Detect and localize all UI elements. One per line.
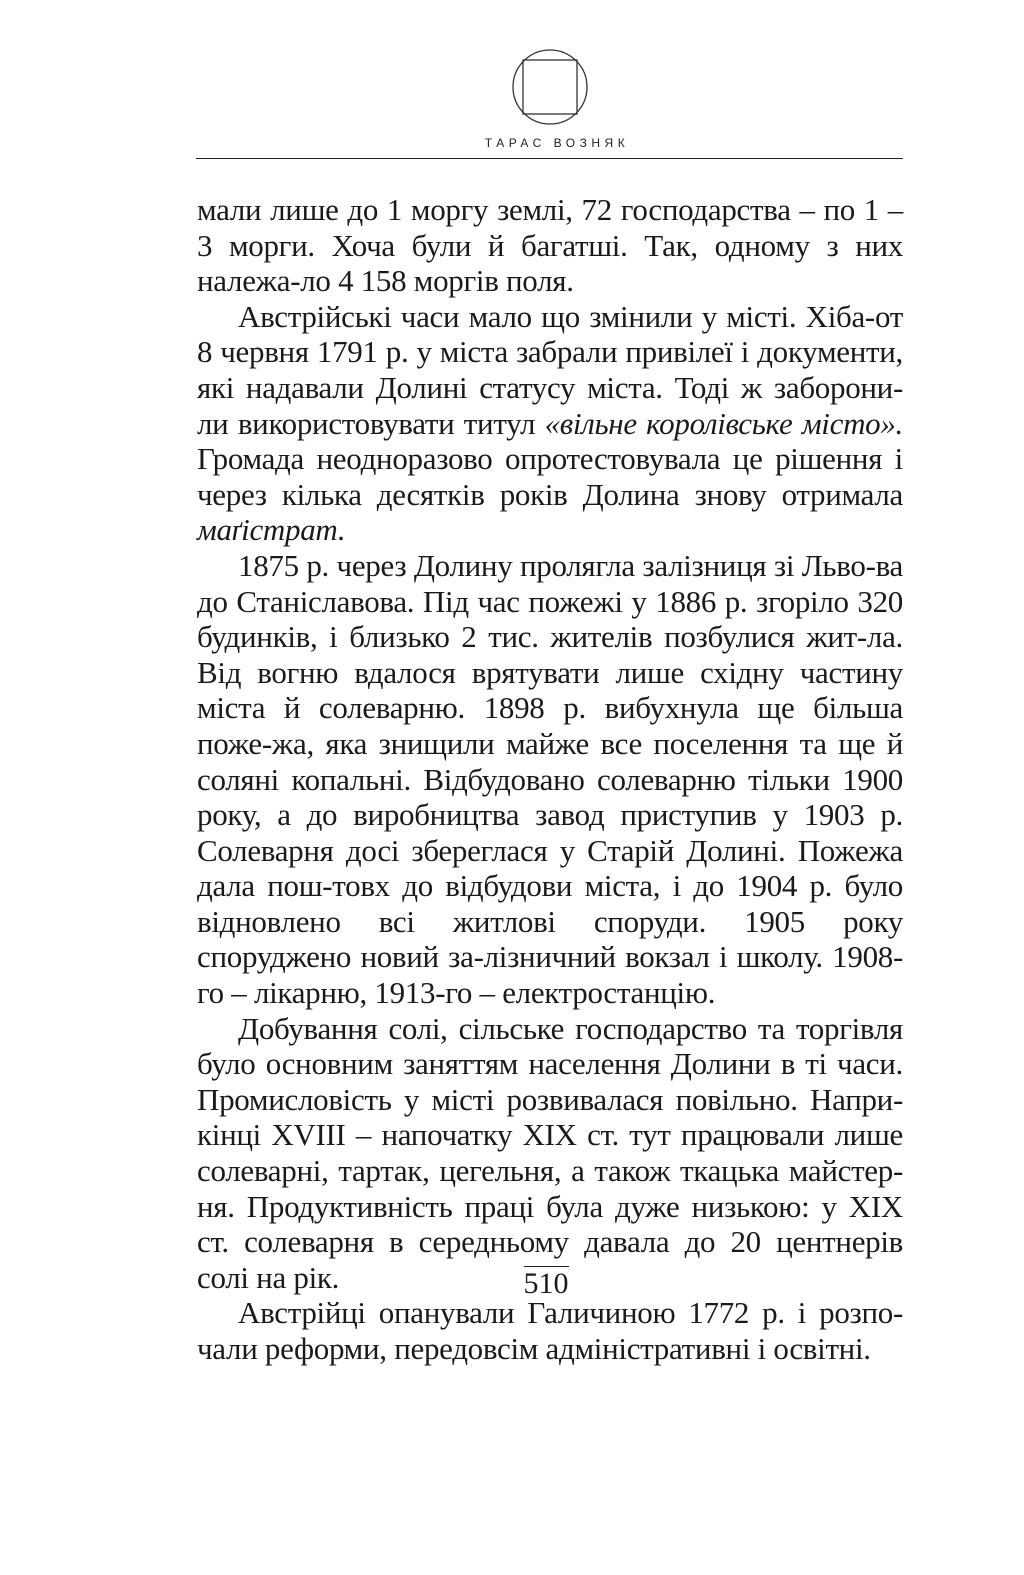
paragraph-4: Добування солі, сільське господарство та торгівля було основним заняттям населення Долини в ті часи. Промисловість у місті розвивалася повільно. Напри-кінці XVIII – напочатку XIX ст. тут працювали лише солеварні, тартак, цегельня, а також ткацька майстер-ня. Продуктивність праці була дуже низькою: у XIX ст. солеварня в середньому давала до 20 центнерів солі на рік. xyxy=(197,1010,903,1295)
paragraph-2 xyxy=(197,299,903,548)
page-number xyxy=(0,1266,1024,1301)
running-head: ТАРАС ВОЗНЯК xyxy=(484,136,630,150)
page-number-label: 510 xyxy=(523,1267,569,1300)
paragraph-1: мали лише до 1 моргу землі, 72 господарства – по 1 – 3 морги. Хоча були й багатші. Так, одному з них належа-ло 4 158 моргів поля. xyxy=(197,192,903,299)
body-text xyxy=(197,192,903,1367)
paragraph-2-text-b: Громада неодноразово опротестовувала це рішення і через кілька десятків років Долина знову отримала xyxy=(197,441,903,512)
paragraph-3: 1875 р. через Долину пролягла залізниця зі Льво-ва до Станіславова. Під час пожежі у 1886 р. згоріло 320 будинків, і близько 2 тис. жителів позбулися жит-ла. Від вогню вдалося врятувати лише східну частину міста й солеварню. 1898 р. вибухнула ще більша поже-жа, яка знищили майже все поселення та ще й соляні копальні. Відбудовано солеварню тільки 1900 року, а до виробництва завод приступив у 1903 р. Солеварня досі збереглася у Старій Долині. Пожежа дала пош-товх до відбудови міста, і до 1904 р. було відновлено всі житлові споруди. 1905 року споруджено новий за-лізничний вокзал і школу. 1908-го – лікарню, 1913-го – електростанцію. xyxy=(197,547,903,1011)
paragraph-2-quote: «вільне королівське місто». xyxy=(544,405,904,441)
paragraph-5: Австрійці опанували Галичиною 1772 р. і розпо-чали реформи, передовсім адміністративні і освітні. xyxy=(197,1295,903,1366)
paragraph-2-term: маґістрат. xyxy=(197,512,346,548)
circle-square-emblem-icon xyxy=(511,48,589,126)
paragraph-2-text-a: Австрійські часи мало що змінили у місті. Хіба-от 8 червня 1791 р. у міста забрали привілеї і документи, які надавали Долині статусу міста. Тоді ж заборони-ли використовувати титул xyxy=(197,298,903,441)
header-rule xyxy=(196,158,903,159)
